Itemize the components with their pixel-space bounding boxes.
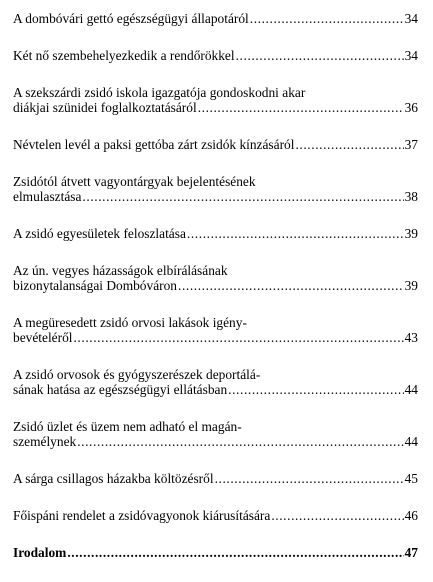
toc-entry-title: Főispáni rendelet a zsidóvagyonok kiárusítására: [13, 508, 271, 523]
toc-entry-title-line: bizonytalanságai Dombóváron: [13, 278, 177, 293]
toc-page-number: 46: [404, 508, 418, 523]
toc-entry[interactable]: [13, 315, 418, 345]
toc-entry[interactable]: [13, 48, 418, 63]
toc-page-number: 37: [404, 137, 418, 152]
toc-page-number: 34: [404, 11, 418, 26]
toc-entry-bibliography[interactable]: [13, 545, 418, 560]
toc-entry[interactable]: [13, 263, 418, 293]
toc-entry-title: A zsidó egyesületek feloszlatása: [13, 226, 186, 241]
dot-leader: [77, 434, 403, 449]
toc-page-number: 47: [404, 545, 418, 560]
toc-entry-title-line: elmulasztása: [13, 189, 82, 204]
toc-page-number: 39: [404, 226, 418, 241]
toc-entry-title: Két nő szembehelyezkedik a rendőrökkel: [13, 48, 235, 63]
table-of-contents: [13, 11, 418, 582]
dot-leader: [236, 48, 404, 63]
toc-entry-title-line: személynek: [13, 434, 77, 449]
dot-leader: [215, 471, 404, 486]
dot-leader: [250, 11, 404, 26]
dot-leader: [73, 330, 403, 345]
toc-entry-title-line: diákjai szünidei foglalkoztatásáról: [13, 100, 197, 115]
toc-entry[interactable]: [13, 11, 418, 26]
dot-leader: [187, 226, 404, 241]
toc-entry-title-line: A szekszárdi zsidó iskola igazgatója gondoskodni akar: [13, 85, 306, 100]
toc-entry[interactable]: [13, 85, 418, 115]
toc-page-number: 44: [404, 382, 418, 397]
toc-entry-title: Irodalom: [13, 545, 67, 560]
toc-entry[interactable]: [13, 508, 418, 523]
toc-entry[interactable]: [13, 419, 418, 449]
toc-entry[interactable]: [13, 471, 418, 486]
dot-leader: [295, 137, 403, 152]
toc-entry-title-line: bevételéről: [13, 330, 73, 345]
toc-entry-title-line: A zsidó orvosok és gyógyszerészek deportálá-: [13, 367, 261, 382]
toc-entry-title: Névtelen levél a paksi gettóba zárt zsidók kínzásáról: [13, 137, 295, 152]
toc-entry[interactable]: [13, 367, 418, 397]
toc-page-number: 45: [404, 471, 418, 486]
toc-entry[interactable]: [13, 137, 418, 152]
toc-page-number: 43: [404, 330, 418, 345]
toc-page-number: 44: [404, 434, 418, 449]
toc-entry-title-line: sának hatása az egészségügyi ellátásban: [13, 382, 228, 397]
toc-entry-title-line: A megüresedett zsidó orvosi lakások igény-: [13, 315, 247, 330]
toc-entry-title-line: Zsidó üzlet és üzem nem adható el magán-: [13, 419, 242, 434]
toc-entry[interactable]: [13, 174, 418, 204]
dot-leader: [178, 278, 404, 293]
toc-entry-title-line: Zsidótól átvett vagyontárgyak bejelentésének: [13, 174, 256, 189]
dot-leader: [228, 382, 403, 397]
toc-page-number: 39: [404, 278, 418, 293]
dot-leader: [67, 545, 403, 560]
toc-entry-title: A sárga csillagos házakba költözésről: [13, 471, 214, 486]
toc-entry[interactable]: [13, 226, 418, 241]
toc-page-number: 36: [404, 100, 418, 115]
dot-leader: [271, 508, 403, 523]
toc-page-number: 34: [404, 48, 418, 63]
dot-leader: [198, 100, 404, 115]
toc-page-number: 38: [404, 189, 418, 204]
toc-entry-title-line: Az ún. vegyes házasságok elbírálásának: [13, 263, 228, 278]
toc-entry-title: A dombóvári gettó egészségügyi állapotáról: [13, 11, 249, 26]
dot-leader: [82, 189, 403, 204]
